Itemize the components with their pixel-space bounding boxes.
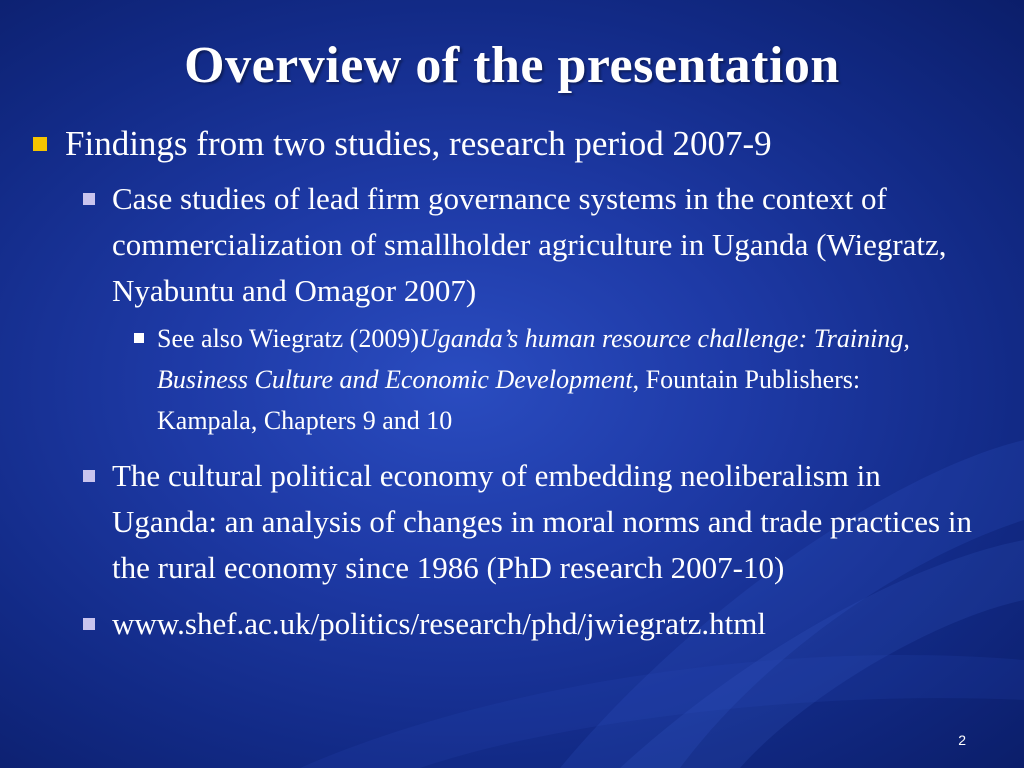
bullet-see-also bbox=[0, 318, 934, 441]
bullet-url bbox=[0, 601, 984, 647]
bullet-case-studies bbox=[0, 176, 984, 314]
bullet-findings bbox=[0, 120, 984, 168]
profile-url-link[interactable]: www.shef.ac.uk/politics/research/phd/jwiegratz.html bbox=[112, 606, 766, 641]
bullet-findings-text: Findings from two studies, research period 2007-9 bbox=[65, 124, 772, 163]
slide-body bbox=[0, 120, 1024, 647]
square-bullet-icon bbox=[83, 193, 95, 205]
slide-page-number: 2 bbox=[958, 732, 966, 748]
square-bullet-icon bbox=[83, 470, 95, 482]
bullet-phd-research bbox=[0, 453, 984, 591]
bullet-phd-research-text: The cultural political economy of embedding neoliberalism in Uganda: an analysis of changes in moral norms and trade practices in the rural economy since 1986 (PhD research 2007-10) bbox=[112, 458, 972, 585]
see-also-suffix: , Fountain Publishers: Kampala, Chapters 9 and 10 bbox=[157, 365, 861, 435]
see-also-book-title: Uganda’s human resource challenge: Training, Business Culture and Economic Development bbox=[157, 324, 910, 394]
square-bullet-icon bbox=[33, 137, 47, 151]
see-also-prefix: See also Wiegratz (2009) bbox=[157, 324, 419, 353]
square-bullet-icon bbox=[83, 618, 95, 630]
square-bullet-icon bbox=[134, 333, 144, 343]
bullet-case-studies-text: Case studies of lead firm governance systems in the context of commercialization of smallholder agriculture in Uganda (Wiegratz, Nyabuntu and Omagor 2007) bbox=[112, 181, 947, 308]
slide-title: Overview of the presentation bbox=[184, 37, 840, 94]
